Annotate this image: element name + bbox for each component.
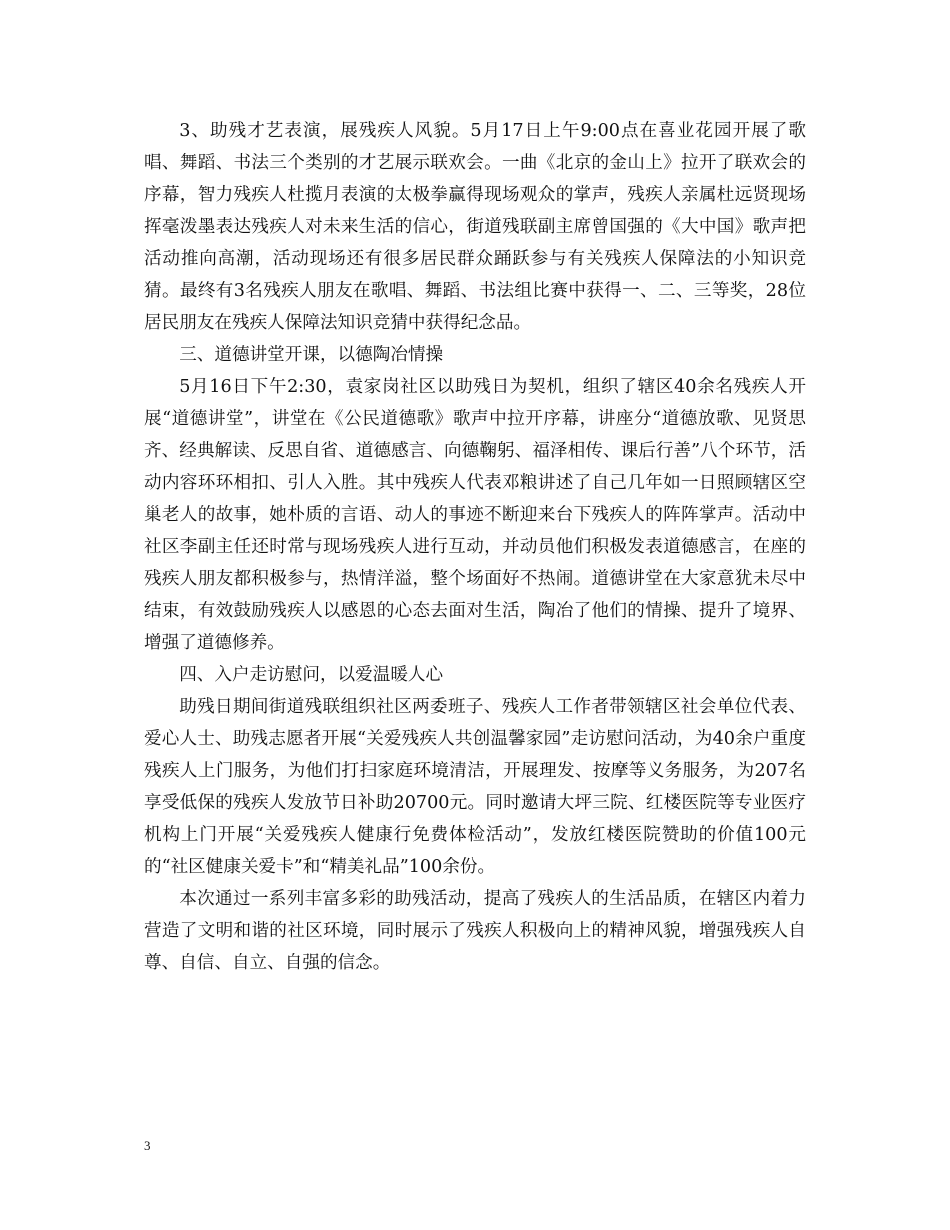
paragraph-moral-lecture: 5月16日下午2:30，袁家岗社区以助残日为契机，组织了辖区40余名残疾人开展“道德讲堂”，讲堂在《公民道德歌》歌声中拉开序幕，讲座分“道德放歌、见贤思齐、经典解读、反思自省、道德感言、向德鞠躬、福泽相传、课后行善”八个环节，活动内容环环相扣、引人入胜。其中残疾人代表邓粮讲述了自己几年如一日照顾辖区空巢老人的故事，她朴质的言语、动人的事迹不断迎来台下残疾人的阵阵掌声。活动中社区李副主任还时常与现场残疾人进行互动，并动员他们积极发表道德感言，在座的残疾人朋友都积极参与，热情洋溢，整个场面好不热闹。道德讲堂在大家意犹未尽中结束，有效鼓励残疾人以感恩的心态去面对生活，陶冶了他们的情操、提升了境界、增强了道德修养。 [144,377,806,653]
paragraph-summary: 本次通过一系列丰富多彩的助残活动，提高了残疾人的生活品质，在辖区内着力营造了文明和谐的社区环境，同时展示了残疾人积极向上的精神风貌，增强残疾人自尊、自信、自立、自强的信念。 [144,889,806,973]
paragraph-home-visits: 助残日期间街道残联组织社区两委班子、残疾人工作者带领辖区社会单位代表、爱心人士、助残志愿者开展“关爱残疾人共创温馨家园”走访慰问活动，为40余户重度残疾人上门服务，为他们打扫家庭环境清洁，开展理发、按摩等义务服务，为207名享受低保的残疾人发放节日补助20700元。同时邀请大坪三院、红楼医院等专业医疗机构上门开展“关爱残疾人健康行免费体检活动”，发放红楼医院赞助的价值100元的“社区健康关爱卡”和“精美礼品”100余份。 [144,697,806,877]
section-heading-moral-lecture: 三、道德讲堂开课，以德陶冶情操 [179,345,444,365]
paragraph-talent-show: 3、助残才艺表演，展残疾人风貌。5月17日上午9:00点在喜业花园开展了歌唱、舞蹈、书法三个类别的才艺展示联欢会。一曲《北京的金山上》拉开了联欢会的序幕，智力残疾人杜揽月表演的太极拳赢得现场观众的掌声，残疾人亲属杜远贤现场挥毫泼墨表达残疾人对未来生活的信心，街道残联副主席曾国强的《大中国》歌声把活动推向高潮，活动现场还有很多居民群众踊跃参与有关残疾人保障法的小知识竞猜。最终有3名残疾人朋友在歌唱、舞蹈、书法组比赛中获得一、二、三等奖，28位居民朋友在残疾人保障法知识竞猜中获得纪念品。 [144,121,806,333]
document-body [144,115,806,979]
section-heading-home-visits: 四、入户走访慰问，以爱温暖人心 [179,665,444,685]
page-number: 3 [144,1138,151,1153]
